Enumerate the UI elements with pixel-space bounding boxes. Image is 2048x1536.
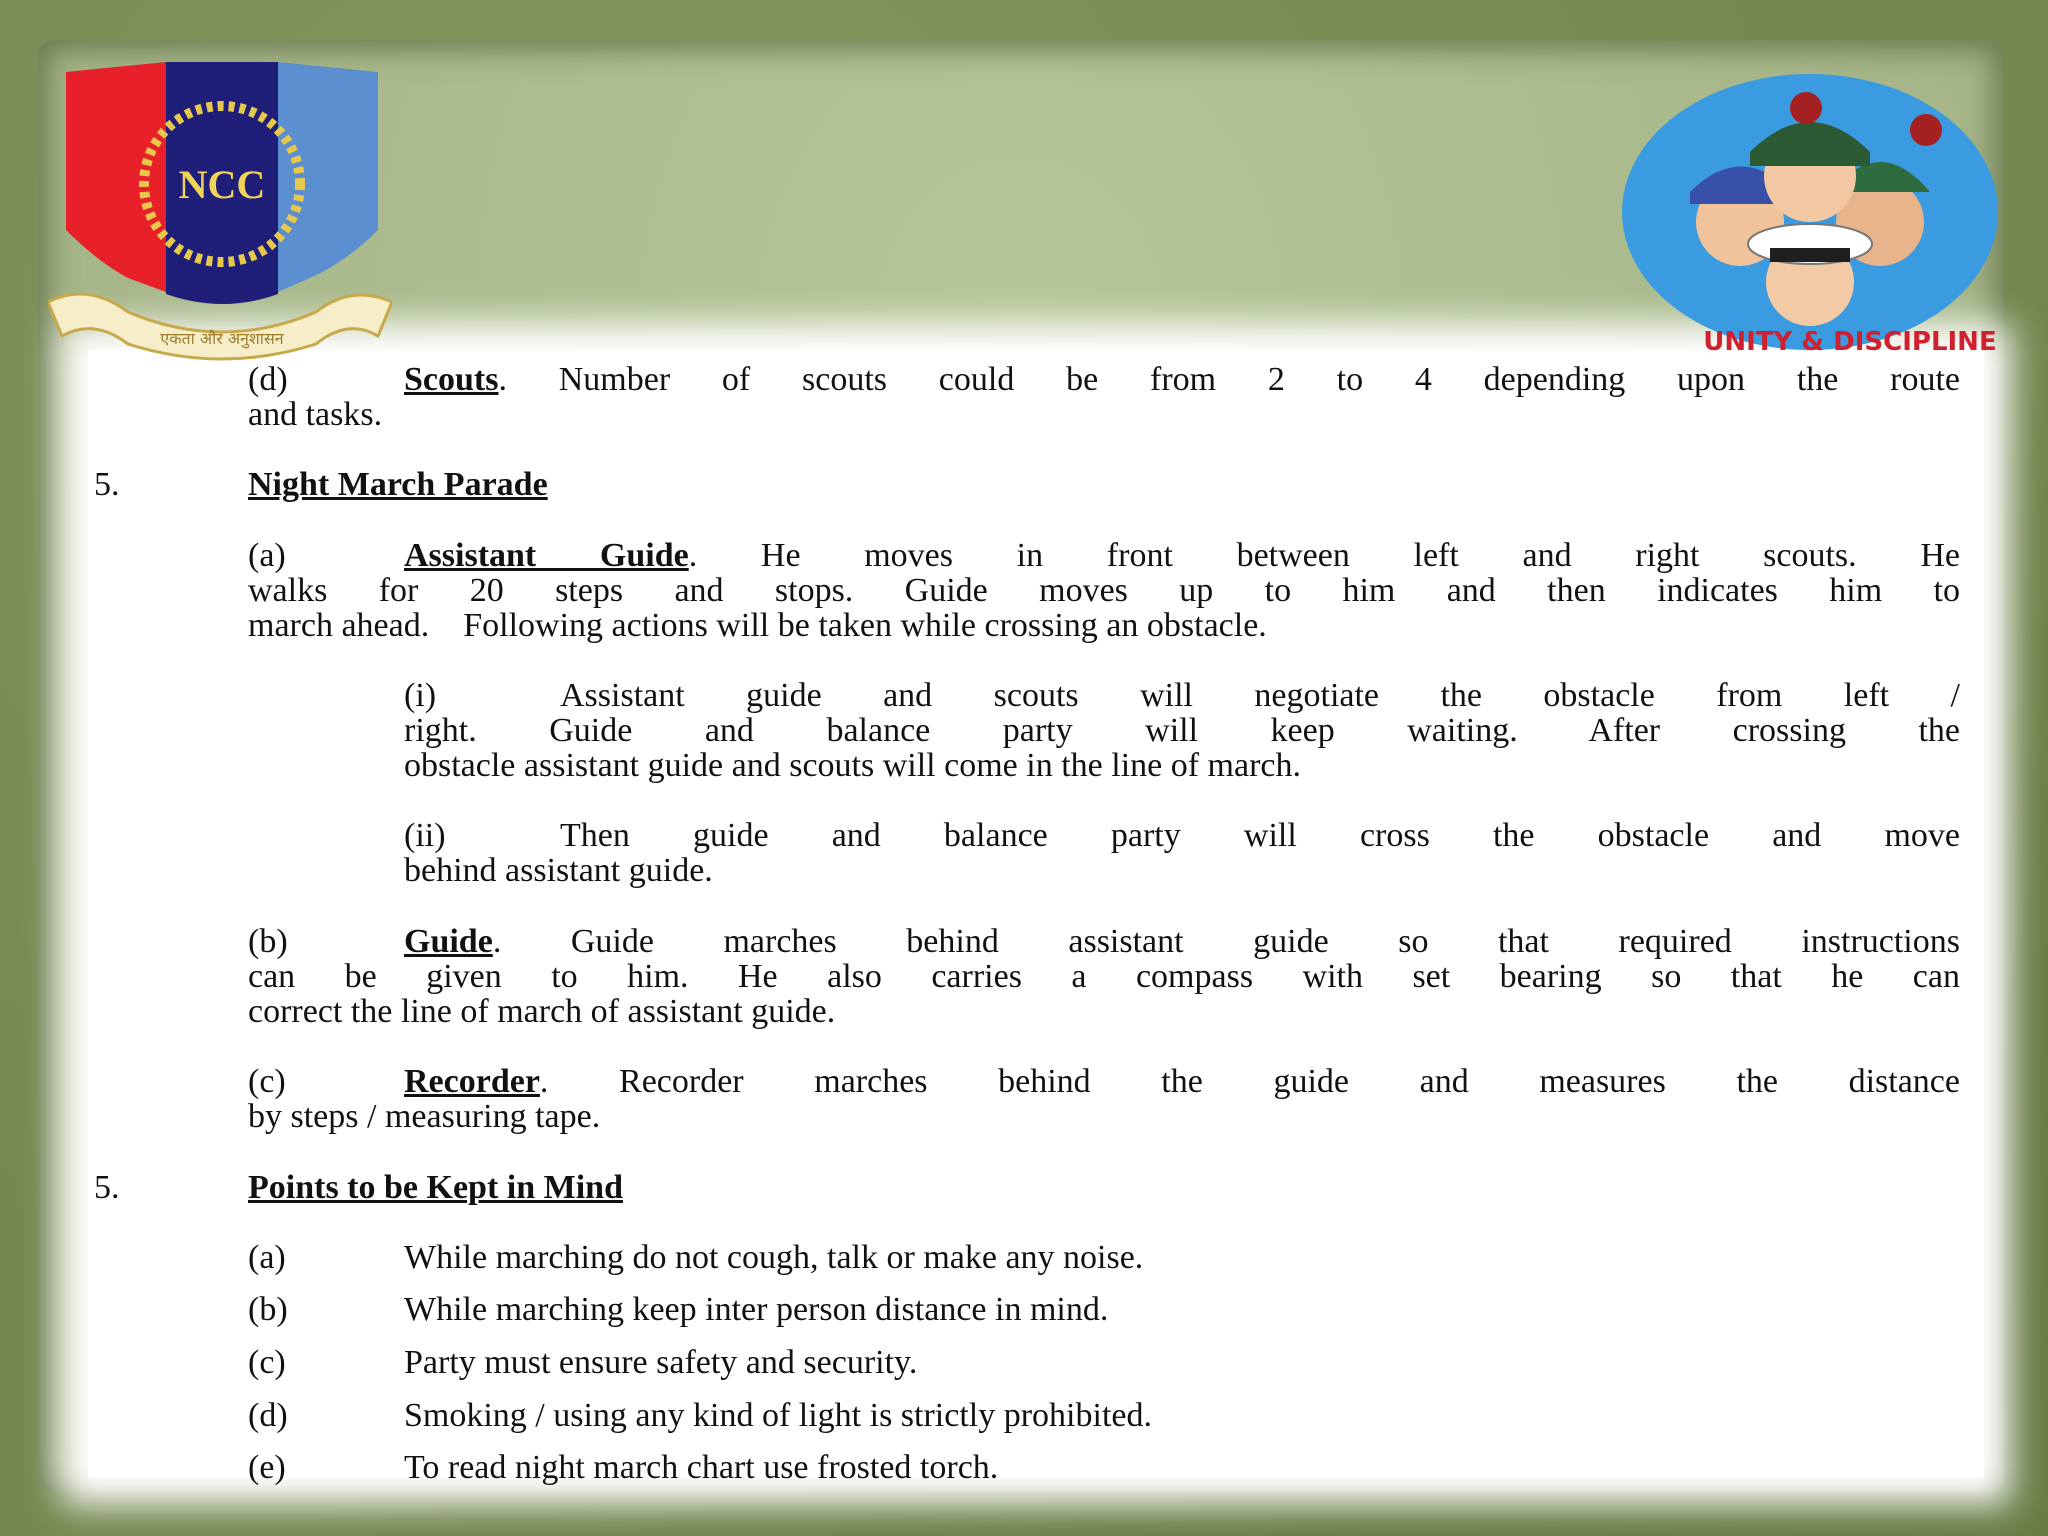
recorder-term: Recorder [404, 1063, 540, 1100]
night-march-heading: Night March Parade [248, 466, 548, 503]
guide-line-2: can be given to him. He also carries a compass with set bearing so that he can [248, 958, 1960, 995]
assistant-guide-line-2: walks for 20 steps and stops. Guide moves up to him and then indicates him to [248, 572, 1960, 609]
section-number-points: 5. [94, 1169, 120, 1206]
sub-i-line-3: obstacle assistant guide and scouts will come in the line of march. [404, 747, 1301, 784]
sub-i-marker: (i) [404, 677, 437, 714]
point-marker: (d) [248, 1397, 288, 1434]
guide-marker: (b) [248, 923, 288, 960]
sub-i-line-1: Assistant guide and scouts will negotiate the obstacle from left / [560, 677, 1960, 714]
assistant-guide-marker: (a) [248, 537, 286, 574]
scouts-marker: (d) [248, 361, 288, 398]
points-heading: Points to be Kept in Mind [248, 1169, 623, 1206]
assistant-guide-term: Assistant Guide [404, 537, 689, 574]
point-marker: (e) [248, 1449, 286, 1486]
assistant-guide-text: . He moves in front between left and right scouts. He [688, 537, 1960, 574]
guide-line-1 [404, 924, 1960, 959]
recorder-text: . Recorder marches behind the guide and measures the distance [539, 1063, 1960, 1100]
point-text: While marching do not cough, talk or make any noise. [404, 1239, 1144, 1276]
scouts-line-1 [404, 362, 1960, 397]
recorder-marker: (c) [248, 1063, 286, 1100]
ncc-logo-text: NCC [178, 162, 266, 207]
sub-i-line-2: right. Guide and balance party will keep waiting. After crossing the [404, 712, 1960, 749]
assistant-guide-line-1 [404, 538, 1960, 573]
point-text: Party must ensure safety and security. [404, 1344, 918, 1381]
assistant-guide-line-3: march ahead. Following actions will be taken while crossing an obstacle. [248, 607, 1267, 644]
section-number-night-march: 5. [94, 466, 120, 503]
sub-ii-line-2: behind assistant guide. [404, 852, 713, 889]
point-marker: (a) [248, 1239, 286, 1276]
guide-text: . Guide marches behind assistant guide so that required instructions [492, 923, 1960, 960]
scouts-line-2: and tasks. [248, 396, 383, 433]
point-text: Smoking / using any kind of light is strictly prohibited. [404, 1397, 1152, 1434]
scouts-text: . Number of scouts could be from 2 to 4 depending upon the route [498, 361, 1960, 398]
point-marker: (c) [248, 1344, 286, 1381]
ncc-ribbon-text: एकता और अनुशासन [160, 329, 284, 348]
point-marker: (b) [248, 1291, 288, 1328]
unity-logo-text: UNITY & DISCIPLINE [1703, 327, 1997, 357]
sub-ii-marker: (ii) [404, 817, 446, 854]
recorder-line-2: by steps / measuring tape. [248, 1098, 601, 1135]
point-text: While marching keep inter person distance in mind. [404, 1291, 1109, 1328]
recorder-line-1 [404, 1064, 1960, 1099]
point-text: To read night march chart use frosted torch. [404, 1449, 999, 1486]
sub-ii-line-1: Then guide and balance party will cross the obstacle and move [560, 817, 1960, 854]
guide-line-3: correct the line of march of assistant guide. [248, 993, 836, 1030]
guide-term: Guide [404, 923, 493, 960]
scouts-term: Scouts [404, 361, 499, 398]
